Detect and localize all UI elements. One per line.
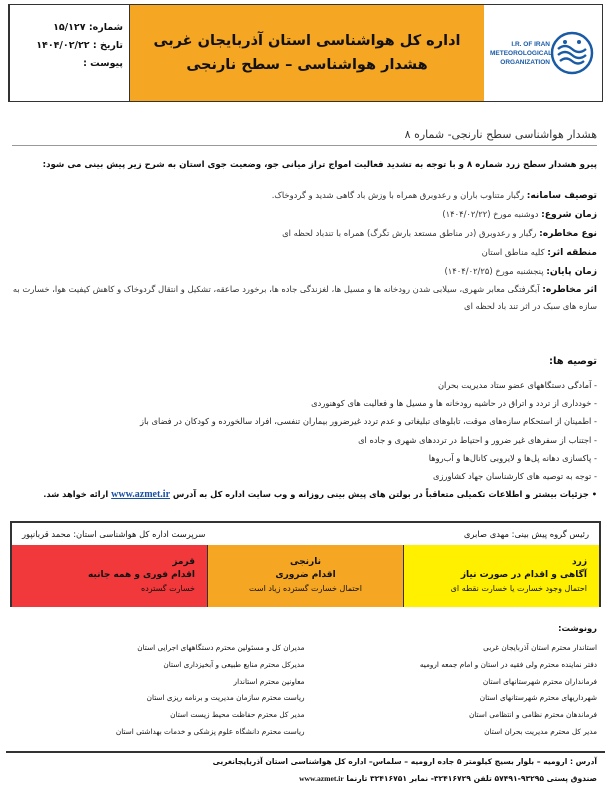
field-system	[12, 186, 597, 205]
meteorological-logo-icon	[550, 31, 594, 75]
level-yellow	[403, 545, 599, 607]
level-name: نارنجی	[290, 557, 321, 567]
level-action: اقدام ضروری	[275, 570, 336, 580]
field-label: اثر مخاطره:	[542, 284, 597, 295]
level-description: احتمال وجود خسارت یا خسارت نقطه ای	[450, 584, 587, 593]
level-name: قرمز	[172, 557, 195, 567]
list-item: - آمادگی دستگاههای عضو ستاد مدیریت بحران	[437, 380, 597, 390]
signature-row	[12, 523, 599, 545]
field-value: کلیه مناطق استان	[481, 247, 548, 257]
divider	[12, 145, 597, 146]
details-note	[12, 485, 597, 504]
field-label: نوع مخاطره:	[539, 228, 597, 239]
recipients-title: رونوشت:	[558, 623, 597, 633]
field-label: منطقه اثر:	[547, 247, 597, 258]
field-end	[12, 262, 597, 281]
field-value: دوشنبه مورخ (۱۴۰۴/۰۲/۲۲)	[442, 209, 542, 219]
list-item: - پاکسازی دهانه پل‌ها و لایروبی کانال‌ها و آب‌روها	[428, 452, 597, 463]
field-label: توصیف سامانه:	[526, 190, 597, 201]
logo-line-1: I.R. OF IRAN	[511, 40, 550, 48]
forecast-head-signature: رئیس گروه پیش بینی: مهدی صابری	[463, 529, 589, 539]
list-item: ریاست محترم سازمان مدیریت و برنامه ریزی استان	[146, 693, 305, 703]
letter-meta	[9, 5, 129, 101]
level-red	[12, 545, 207, 607]
list-item: مدیران کل و مسئولین محترم دستگاههای اجرایی استان	[137, 643, 305, 652]
warning-title: هشدار هواشناسی – سطح نارنجی	[186, 57, 428, 73]
organization-logo	[484, 5, 602, 101]
recipients-list	[12, 640, 597, 741]
list-item: فرمانداران محترم شهرستانهای استان	[482, 676, 597, 686]
list-item: - خودداری از تردد و اتراق در حاشیه رودخانه ها و مسیل ها و فعالیت های کوهنوردی	[311, 398, 597, 409]
list-item: معاونین محترم استاندار	[233, 676, 305, 686]
footer-address: آدرس : ارومیه – بلوار بسیج کیلومتر ۵ جاده ارومیه – سلماس– اداره کل هواشناسی استان آذربایجانغربی	[212, 757, 597, 766]
director-signature: سرپرست اداره کل هواشناسی استان: محمد قربانپور	[22, 529, 206, 539]
list-item: - اطمینان از استحکام سازه‌های موقت، تابلوهای تبلیغاتی و عدم تردد غیرضرور بیماران تنفسی، افراد سالخورده و کودکان در فضای باز	[139, 416, 597, 427]
footer-website-link[interactable]: www.azmet.ir	[299, 774, 344, 783]
logo-text	[490, 40, 553, 67]
field-value: پنجشنبه مورخ (۱۴۰۴/۰۲/۲۵)	[444, 266, 547, 276]
field-label: زمان شروع:	[541, 209, 597, 220]
letter-number: شماره: ۱۵/۱۲۷	[53, 22, 123, 33]
intro-paragraph: پیرو هشدار سطح زرد شماره ۸ و با توجه به تشدید فعالیت امواج تراز میانی جو، وضعیت جوی استان به شرح زیر پیش بینی می شود:	[42, 160, 597, 170]
field-label: زمان پایان:	[546, 266, 597, 277]
list-item: شهرداریهای محترم شهرستانهای استان	[479, 693, 597, 703]
letter-date: تاریخ : ۱۴۰۴/۰۲/۲۲	[36, 40, 123, 51]
field-value: رگبار متناوب باران و رعدوبرق همراه با وزش باد گاهی شدید و گردوخاک.	[271, 190, 527, 200]
list-item: دفتر نماینده محترم ولی فقیه در استان و امام جمعه ارومیه	[419, 659, 597, 669]
note-text: • جزئیات بیشتر و اطلاعات تکمیلی متعاقباً در بولتن های پیش بینی روزانه و وب سایت اداره کل به آدرس	[170, 489, 597, 500]
recommendations-title: توصیه ها:	[548, 356, 597, 367]
field-area	[12, 243, 597, 262]
list-item: مدیر کل محترم حفاظت محیط زیست استان	[170, 710, 305, 720]
level-name: زرد	[572, 557, 587, 567]
alert-levels-table	[10, 521, 601, 607]
alert-level-row	[12, 545, 599, 607]
warning-fields	[12, 186, 597, 314]
field-value: آبگرفتگی معابر شهری، سیلابی شدن رودخانه ها و مسیل ها، لغزندگی جاده ها، برخورد صاعقه، تشکیل و انتقال گردوخاک و کاهش کیفیت هوا، خسارت به سازه های سبک در اثر تند باد لحظه ای	[12, 284, 597, 311]
recommendations-list	[12, 376, 597, 504]
footer-contact-text: صندوق پستی ۹۳۲۹۵-۵۷۴۹۱ تلفن ۳۲۴۱۶۷۲۹- نمابر ۳۲۴۱۶۷۵۱ تارنما	[343, 774, 597, 783]
recipients-column-left	[12, 640, 305, 741]
level-orange	[207, 545, 403, 607]
list-item: استاندار محترم استان آذربایجان غربی	[483, 643, 597, 652]
list-item: فرماندهان محترم نظامی و انتظامی استان	[468, 710, 597, 720]
level-action: آگاهی و اقدام در صورت نیاز	[460, 570, 587, 580]
office-title: اداره کل هواشناسی استان آذربایجان غربی	[153, 33, 461, 49]
field-start	[12, 205, 597, 224]
footer	[6, 751, 605, 791]
recipients-column-right	[305, 640, 598, 741]
list-item: - اجتناب از سفرهای غیر ضرور و احتیاط در ترددهای شهری و جاده ای	[358, 434, 597, 445]
level-action: اقدام فوری و همه جانبه	[87, 570, 195, 580]
list-item: مدیرکل محترم منابع طبیعی و آبخیزداری استان	[163, 659, 305, 669]
field-hazard	[12, 224, 597, 243]
level-description: خسارت گسترده	[141, 584, 195, 593]
letter-attachment: پیوست :	[83, 58, 123, 69]
logo-line-3: ORGANIZATION	[500, 58, 550, 66]
field-impact	[12, 281, 597, 314]
footer-contact	[6, 770, 605, 787]
title-banner	[129, 5, 484, 101]
list-item: ریاست محترم دانشگاه علوم پزشکی و خدمات بهداشتی استان	[115, 726, 305, 736]
list-item: مدیر کل محترم مدیریت بحران استان	[484, 726, 597, 736]
level-description: احتمال خسارت گسترده زیاد است	[249, 584, 362, 593]
list-item: - توجه به توصیه های کارشناسان جهاد کشاورزی	[433, 471, 597, 482]
note-text-end: ارائه خواهد شد.	[43, 489, 112, 500]
logo-line-2: METEOROLOGICAL	[490, 49, 553, 57]
field-value: رگبار و رعدوبرق (در مناطق مستعد بارش تگرگ) همراه با تندباد لحظه ای	[282, 228, 540, 238]
website-link[interactable]: www.azmet.ir	[111, 489, 171, 501]
document-subtitle: هشدار هواشناسی سطح نارنجی- شماره ۸	[404, 128, 597, 141]
letterhead	[8, 4, 603, 102]
